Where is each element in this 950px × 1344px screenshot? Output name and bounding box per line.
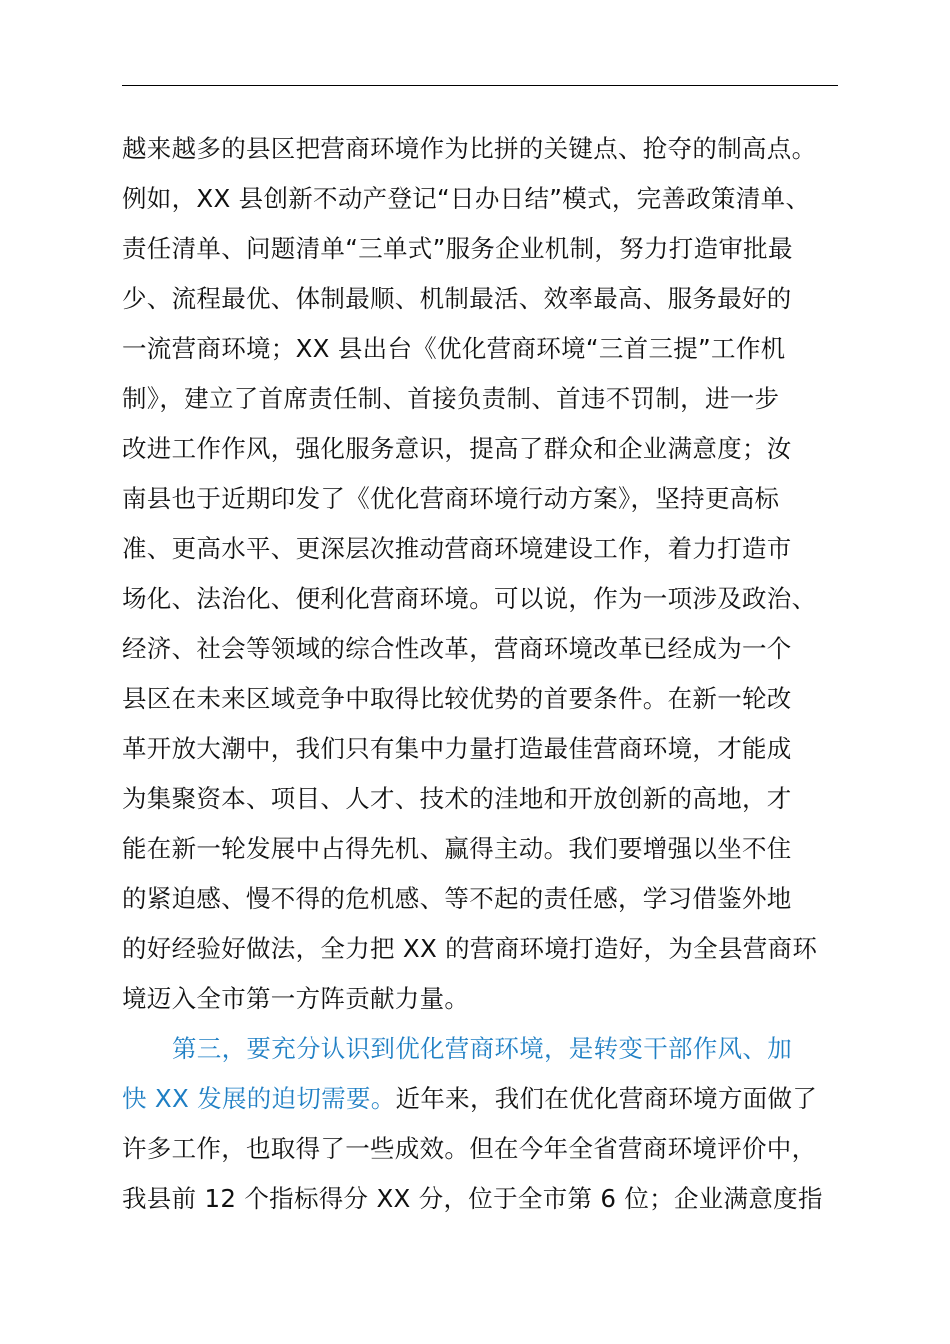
body-line: 准、更高水平、更深层次推动营商环境建设工作，着力打造市 <box>122 534 792 563</box>
body-line: 能在新一轮发展中占得先机、赢得主动。我们要增强以坐不住 <box>122 834 792 863</box>
header-rule <box>122 85 838 86</box>
body-line: 为集聚资本、项目、人才、技术的洼地和开放创新的高地，才 <box>122 784 792 813</box>
body-line: 许多工作，也取得了一些成效。但在今年全省营商环境评价中， <box>122 1134 817 1163</box>
body-line: 县区在未来区域竞争中取得比较优势的首要条件。在新一轮改 <box>122 684 792 713</box>
body-line: 场化、法治化、便利化营商环境。可以说，作为一项涉及政治、 <box>122 584 817 613</box>
body-line: 责任清单、问题清单“三单式”服务企业机制，努力打造审批最 <box>122 234 793 263</box>
document-body <box>122 124 842 1224</box>
body-text: 近年来，我们在优化营商环境方面做了 <box>395 1084 818 1113</box>
section-heading: 快 XX 发展的迫切需要。 <box>122 1084 396 1113</box>
body-line: 革开放大潮中，我们只有集中力量打造最佳营商环境，才能成 <box>122 734 792 763</box>
body-line: 制》，建立了首席责任制、首接负责制、首违不罚制，进一步 <box>122 384 780 413</box>
section-heading-line <box>122 1024 842 1074</box>
body-line: 越来越多的县区把营商环境作为比拼的关键点、抢夺的制高点。 <box>122 134 817 163</box>
body-line: 我县前 12 个指标得分 XX 分，位于全市第 6 位；企业满意度指 <box>122 1184 823 1213</box>
section-heading: 第三，要充分认识到优化营商环境，是转变干部作风、加 <box>172 1034 792 1063</box>
body-line: 的紧迫感、慢不得的危机感、等不起的责任感，学习借鉴外地 <box>122 884 792 913</box>
body-line: 的好经验好做法，全力把 XX 的营商环境打造好，为全县营商环 <box>122 934 818 963</box>
body-line: 改进工作作风，强化服务意识，提高了群众和企业满意度；汝 <box>122 434 792 463</box>
body-line: 例如，XX 县创新不动产登记“日办日结”模式，完善政策清单、 <box>122 184 811 213</box>
body-line: 经济、社会等领域的综合性改革，营商环境改革已经成为一个 <box>122 634 792 663</box>
body-line: 境迈入全市第一方阵贡献力量。 <box>122 984 470 1013</box>
body-line: 南县也于近期印发了《优化营商环境行动方案》，坚持更高标 <box>122 484 780 513</box>
body-line: 一流营商环境；XX 县出台《优化营商环境“三首三提”工作机 <box>122 334 786 363</box>
section-heading-line <box>122 1074 842 1124</box>
body-line: 少、流程最优、体制最顺、机制最活、效率最高、服务最好的 <box>122 284 792 313</box>
